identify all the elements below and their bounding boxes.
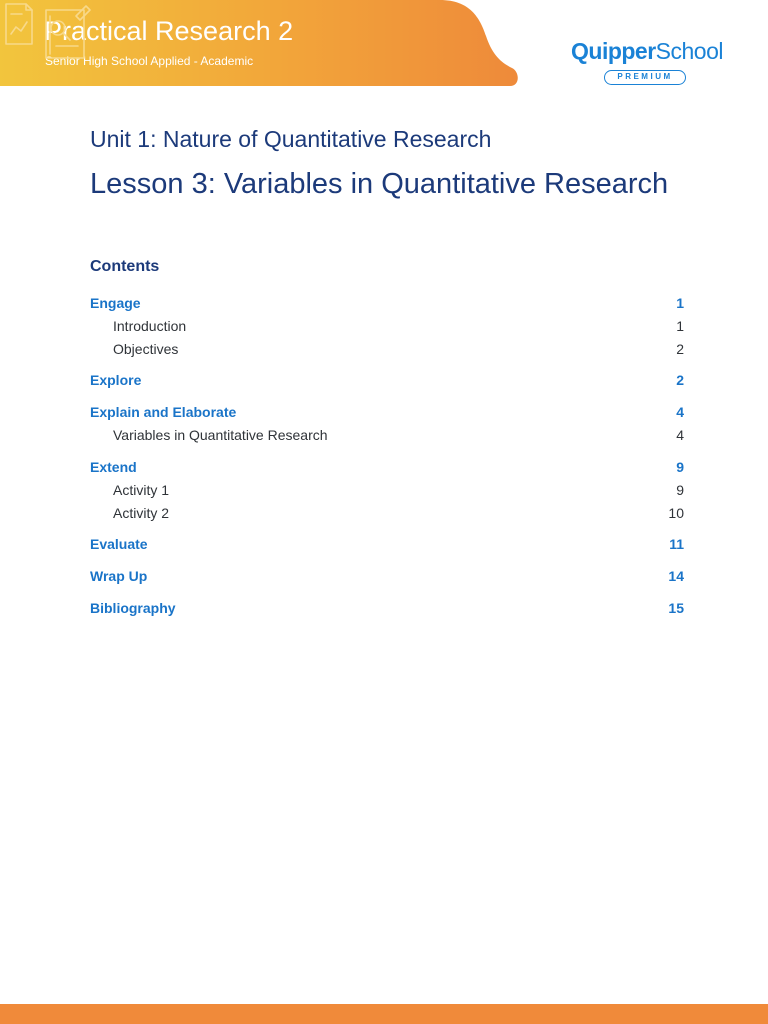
toc-entry-page: 14	[668, 568, 684, 584]
toc-entry-page: 9	[676, 459, 684, 475]
toc-entry-page: 4	[676, 404, 684, 420]
toc-entry[interactable]	[90, 534, 684, 554]
toc-subentry[interactable]	[90, 503, 684, 523]
toc-entry-page: 9	[676, 482, 684, 498]
toc-subentry[interactable]	[90, 425, 684, 445]
toc-entry-label: Engage	[90, 295, 141, 311]
toc-entry-label: Explain and Elaborate	[90, 404, 237, 420]
toc-entry-page: 4	[676, 427, 684, 443]
toc-entry-label: Activity 1	[113, 482, 170, 498]
toc-entry[interactable]	[90, 370, 684, 390]
toc-entry[interactable]	[90, 457, 684, 477]
toc-entry-label: Introduction	[113, 318, 187, 334]
toc-entry-label: Bibliography	[90, 600, 176, 616]
course-title: Practical Research 2	[44, 16, 294, 46]
research-documents-icon	[0, 0, 96, 62]
toc-entry-label: Extend	[90, 459, 137, 475]
toc-subentry[interactable]	[90, 480, 684, 500]
toc-subentry[interactable]	[90, 339, 684, 359]
toc-entry-label: Wrap Up	[90, 568, 148, 584]
toc-entry[interactable]	[90, 402, 684, 422]
toc-entry-page: 2	[676, 372, 684, 388]
toc-entry-label: Objectives	[113, 341, 179, 357]
toc-entry-label: Activity 2	[113, 505, 170, 521]
premium-badge: PREMIUM	[604, 70, 686, 85]
toc-entry-page: 11	[669, 536, 684, 552]
lesson-title: Lesson 3: Variables in Quantitative Research	[90, 168, 669, 200]
unit-title: Unit 1: Nature of Quantitative Research	[90, 126, 492, 152]
toc-entry-label: Variables in Quantitative Research	[113, 427, 328, 443]
toc-entry[interactable]	[90, 598, 684, 618]
toc-entry[interactable]	[90, 293, 684, 313]
footer-bar	[0, 1004, 768, 1024]
logo-school-text: School	[655, 38, 723, 64]
course-subtitle: Senior High School Applied - Academic	[45, 54, 254, 68]
contents-heading: Contents	[90, 258, 160, 275]
logo-quipper-text: Quipper	[571, 38, 656, 64]
toc-entry-page: 1	[676, 295, 684, 311]
toc-entry-label: Evaluate	[90, 536, 148, 552]
toc-entry-label: Explore	[90, 372, 142, 388]
header-banner	[0, 0, 520, 86]
toc-entry-page: 2	[676, 341, 684, 357]
toc-entry-page: 1	[676, 318, 684, 334]
quipper-school-logo	[571, 38, 731, 90]
toc-entry-page: 10	[668, 505, 684, 521]
toc-entry-page: 15	[668, 600, 684, 616]
toc-subentry[interactable]	[90, 316, 684, 336]
toc-entry[interactable]	[90, 566, 684, 586]
